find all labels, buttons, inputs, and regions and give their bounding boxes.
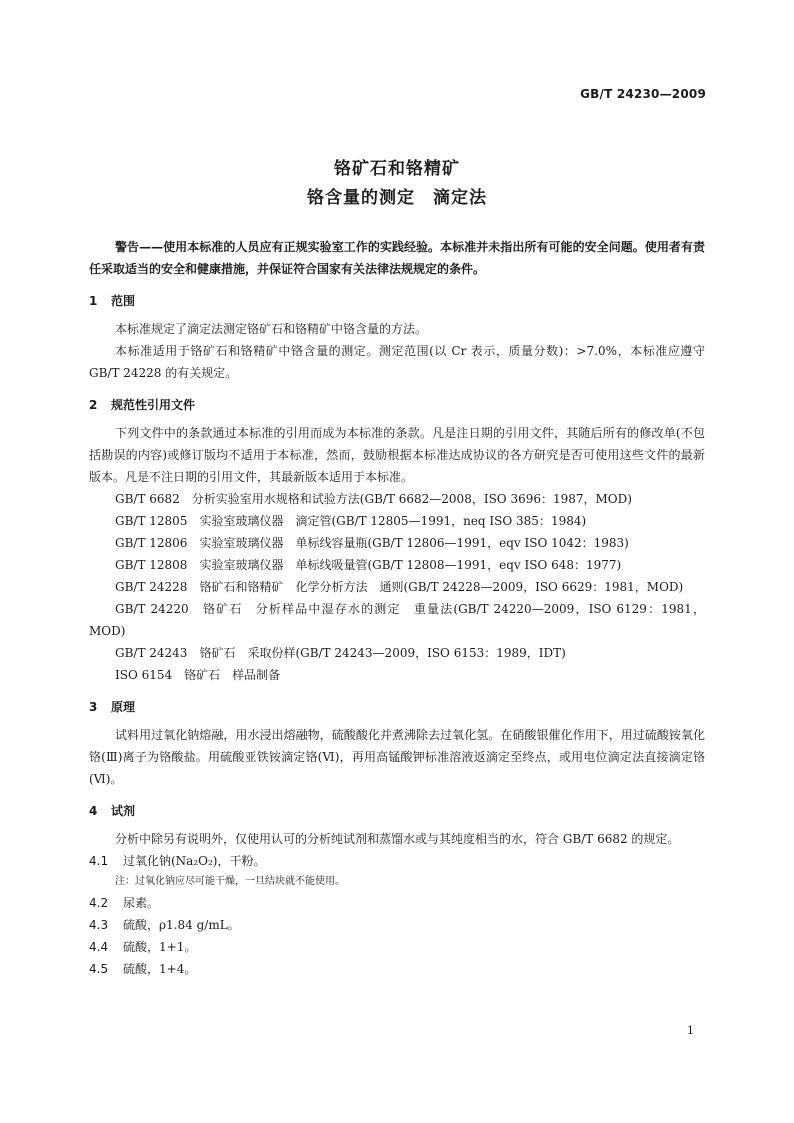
standard-code: GB/T 24230—2009 (580, 87, 706, 101)
section-number: 2 (89, 398, 98, 412)
reagent-number: 4.4 (89, 940, 109, 954)
reagent-item (89, 936, 705, 958)
reference-item: GB/T 6682 分析实验室用水规格和试验方法(GB/T 6682—2008，ISO 3696：1987，MOD) (115, 492, 632, 506)
section-title: 规范性引用文件 (111, 398, 196, 412)
reagent-text: 硫酸，1+4。 (123, 962, 197, 976)
reagent-item (89, 850, 705, 872)
principle-paragraph: 试料用过氧化钠熔融，用水浸出熔融物，硫酸酸化并煮沸除去过氧化氢。在硝酸银催化作用下，用过硫酸铵氧化铬(Ⅲ)离子为铬酸盐。用硫酸亚铁铵滴定铬(Ⅵ)，再用高锰酸钾标准溶液返滴定至终点，或用电位滴定法直接滴定铬(Ⅵ)。 (89, 728, 705, 786)
reference-item: GB/T 24220 铬矿石 分析样品中湿存水的测定 重量法(GB/T 24220—2009，ISO 6129：1981，MOD) (89, 602, 705, 638)
title-line-1: 铬矿石和铬精矿 (334, 159, 460, 179)
reference-item: ISO 6154 铬矿石 样品制备 (115, 668, 281, 682)
section-title: 试剂 (111, 804, 136, 818)
section-heading-reagents (89, 800, 705, 822)
reagent-text: 硫酸，ρ1.84 g/mL。 (123, 918, 240, 932)
reagent-number: 4.1 (89, 854, 109, 868)
reagent-text: 尿素。 (123, 896, 160, 910)
reagent-item (89, 958, 705, 980)
reagent-text: 过氧化钠(Na₂O₂)，干粉。 (123, 854, 266, 868)
section-number: 1 (89, 294, 98, 308)
reference-item: GB/T 24243 铬矿石 采取份样(GB/T 24243—2009，ISO 6153：1989，IDT) (115, 646, 566, 660)
page-number: 1 (687, 1024, 694, 1037)
reference-item: GB/T 12808 实验室玻璃仪器 单标线吸量管(GB/T 12808—1991，eqv ISO 648：1977) (115, 558, 622, 572)
warning-paragraph: 警告——使用本标准的人员应有正规实验室工作的实践经验。本标准并未指出所有可能的安全问题。使用者有责任采取适当的安全和健康措施，并保证符合国家有关法律法规规定的条件。 (89, 240, 705, 276)
reagent-number: 4.3 (89, 918, 109, 932)
title-line-2: 铬含量的测定 滴定法 (307, 188, 487, 208)
section-heading-scope (89, 290, 705, 312)
section-title: 范围 (111, 294, 136, 308)
reagent-item (89, 914, 705, 936)
reagent-item (89, 892, 705, 914)
section-heading-normative (89, 394, 705, 416)
reagent-number: 4.2 (89, 896, 109, 910)
normative-intro: 下列文件中的条款通过本标准的引用而成为本标准的条款。凡是注日期的引用文件，其随后所有的修改单(不包括勘误的内容)或修订版均不适用于本标准，然而，鼓励根据本标准达成协议的各方研究是否可使用这些文件的最新版本。凡是不注日期的引用文件，其最新版本适用于本标准。 (89, 426, 705, 484)
reference-item: GB/T 12805 实验室玻璃仪器 滴定管(GB/T 12805—1991，neq ISO 385：1984) (115, 514, 587, 528)
section-heading-principle (89, 696, 705, 718)
section-number: 4 (89, 804, 98, 818)
document-body (89, 236, 705, 980)
scope-paragraph-2: 本标准适用于铬矿石和铬精矿中铬含量的测定。测定范围(以 Cr 表示，质量分数)：>7.0%，本标准应遵守 GB/T 24228 的有关规定。 (89, 344, 705, 380)
reference-item: GB/T 24228 铬矿石和铬精矿 化学分析方法 通则(GB/T 24228—2009，ISO 6629：1981，MOD) (115, 580, 684, 594)
reference-item: GB/T 12806 实验室玻璃仪器 单标线容量瓶(GB/T 12806—1991，eqv ISO 1042：1983) (115, 536, 629, 550)
reagent-note: 注：过氧化钠应尽可能干燥，一旦结块就不能使用。 (115, 876, 345, 887)
section-number: 3 (89, 700, 98, 714)
scope-paragraph-1: 本标准规定了滴定法测定铬矿石和铬精矿中铬含量的方法。 (115, 322, 428, 336)
reagent-text: 硫酸，1+1。 (123, 940, 197, 954)
reagents-intro: 分析中除另有说明外，仅使用认可的分析纯试剂和蒸馏水或与其纯度相当的水，符合 GB/T 6682 的规定。 (115, 832, 680, 846)
reagent-number: 4.5 (89, 962, 109, 976)
section-title: 原理 (111, 700, 136, 714)
